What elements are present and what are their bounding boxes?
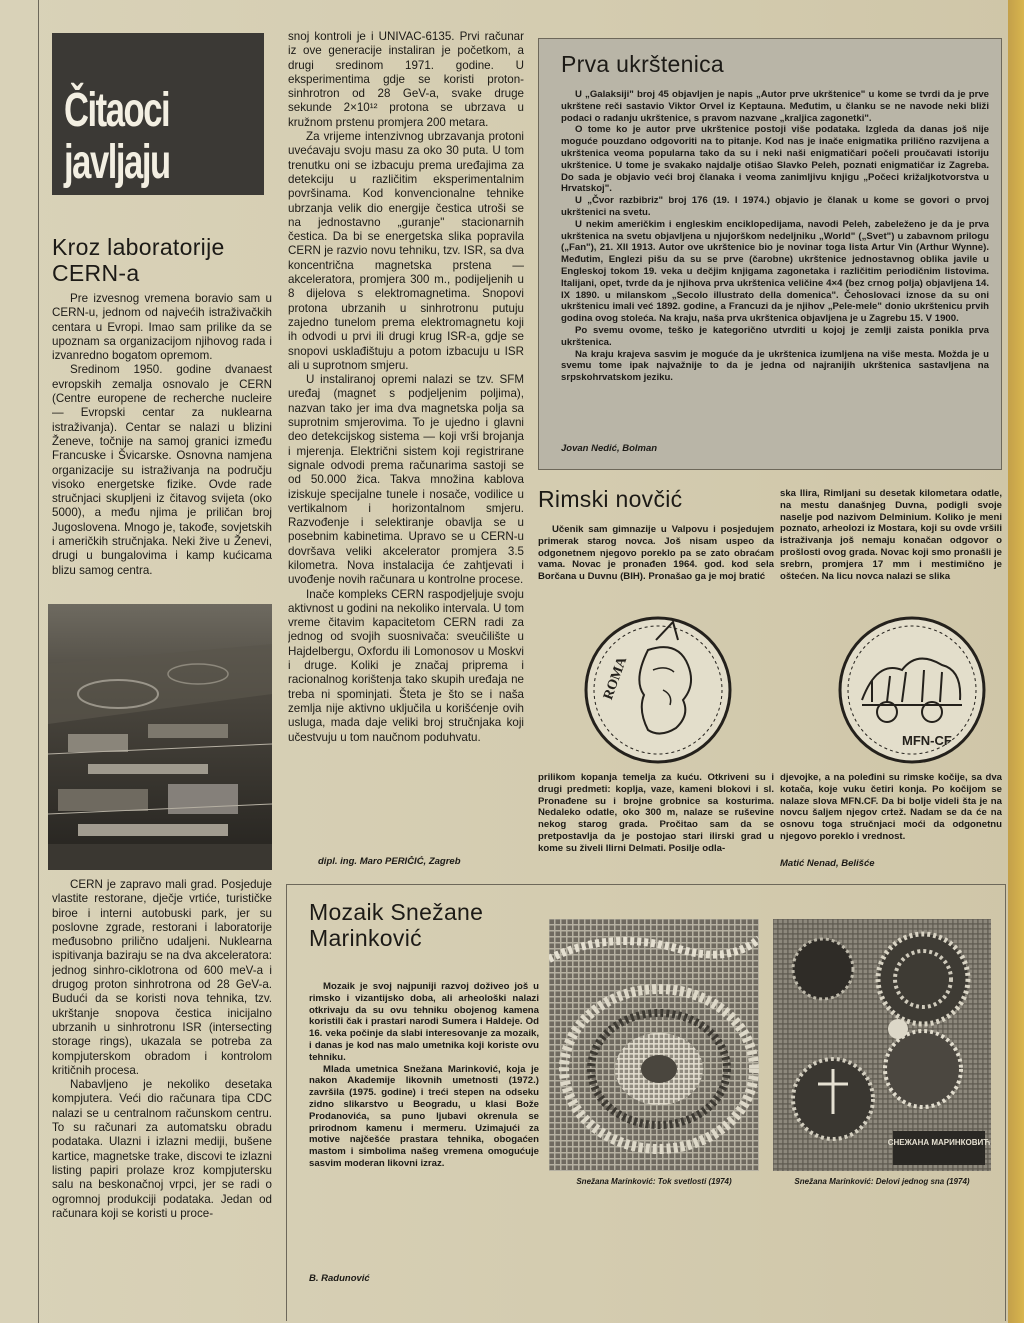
cern-title-line-2: CERN-a	[52, 260, 140, 286]
paragraph: Nabavljeno je nekoliko desetaka kompjutera. Veći dio računara tipa CDC nalazi se u centralnom računskom centru. To su računari za automatsku obradu podataka. Ulazni i izlazni mediji, bušene kartice, magnetske trake, discovi te izlazni listing papiri prolaze kroz kompjutersku salu na beskonačnoj vrpci, jer se radi o ogromnoj produkciji podataka. Jedan od računara koji se koristi u proce-	[52, 1078, 272, 1220]
paragraph: Učenik sam gimnazije u Valpovu i posjedujem primerak starog novca. Još nisam uspeo da odgonetnem njegovo poreklo pa se zato obraćam vama. Novac je pronađen 1964. god. kod sela Borčana u Duvnu (BIH). Pronašao ga je moj bratić	[538, 524, 774, 583]
cern-col1b-text	[52, 878, 272, 1318]
cern-col2-text	[288, 30, 524, 850]
cern-title	[52, 234, 272, 294]
paragraph: ska Ilira, Rimljani su desetak kilometara odatle, na mestu današnjeg Duvna, podigli svoje naselje pod nazivom Delminium. Koliko je meni poznato, arheolozi iz Mostara, koji su ovde vršili istraživanja još nemaju konačan odgovor o prošlosti ovog grada. Novac koji smo pronašli je srebrn, promjera 17 mm i mestimično je oštećen. Na licu novca nalazi se slika	[780, 488, 1002, 582]
paragraph: U „Galaksiji" broj 45 objavljen je napis „Autor prve ukrštenice" u kome se tvrdi da je prve ukrštene reči sastavio Viktor Orvel iz Keptauna. Međutim, u članku se ne navode neki bliži podaci o radanju ukrštenice, s pravom nazvane „kraljica zagonetki".	[561, 89, 989, 124]
cern-col1-text	[52, 292, 272, 594]
coin-obverse-drawing	[578, 610, 738, 770]
section-header	[52, 33, 264, 195]
coin-reverse-drawing	[832, 610, 992, 770]
mosaic-2-caption: Snežana Marinković: Delovi jednog sna (1974)	[794, 1177, 970, 1186]
paragraph: Po svemu ovome, teško je kategorično utvrditi u kojoj je zemlji zaista ponikla prva ukrštenica.	[561, 324, 989, 348]
mosaic-tok-svetlosti	[549, 919, 759, 1171]
aerial-photo-image	[48, 604, 272, 870]
mozaik-title-line-1: Mozaik Snežane	[309, 899, 484, 925]
paragraph: O tome ko je autor prve ukrštenice postoji više podataka. Izgleda da danas još nije moguće pouzdano odgovoriti na to pitanje. Kod nas je inače enigmatika prilično razvijena a ukrštenica veoma popularna tako da su i neki naši enigmatičari počeli proučavati istoriju ukrštenice. U tome je svakako najdalje otišao Slavko Peleh, poznati enigmatičar iz Zagreba. Do sada je objavio veći broj članaka i veoma zanimljivu knjigu „Počeci križaljkotvorstva u Hrvatskoj".	[561, 124, 989, 195]
novcic-right-top	[780, 488, 1002, 616]
paragraph: Za vrijeme intenzivnog ubrzavanja protoni uvećavaju svoju masu za oko 30 puta. U tom trenutku oni se izbacuju prema uređajima za detekciju u različitim eksperimentalnim površinama. Kod konvencionalne tehnike ubrzanja velik dio energije čestica utroši se na jednostavno „guranje" stacionarnih čestica. Da bi se energetska slika popravila CERN je razvio novu tehniku, tzv. ISR, sa dva koncentrična magnetska prstena — akceleratora, promjera 300 m., podijeljenih u 8 dijelova s elektromagnetima. Snopovi protona ubrzanih u sinhrotronu putuju zajedno tunelom prema elektromagnetu koji ih odvodi u prvi ili drugi krug ISR-a, gdje se snopovi usklađištuju a potom izbacuju u ISR ali u suprotnom smjeru.	[288, 130, 524, 372]
novcic-signature: Matić Nenad, Belišće	[780, 858, 875, 869]
novcic-left-top	[538, 524, 774, 616]
mosaic-1-caption: Snežana Marinković: Tok svetlosti (1974)	[576, 1177, 732, 1186]
coin-inscription: MFN-CF	[902, 733, 952, 748]
novcic-right-bottom	[780, 772, 1002, 856]
mosaic-2-image	[773, 919, 991, 1171]
paragraph: snoj kontroli je i UNIVAC-6135. Prvi računar iz ove generacije instaliran je početkom, a drugi sredinom 1971. godine. U eksperimentima gdje se koristi proton-sinhrotron od 28 GeV-a, svake druge sekunde 2×10¹² protona se ubrzava u kružnom prstenu promjera 200 metara.	[288, 30, 524, 129]
cern-aerial-photo	[48, 604, 272, 870]
coin-inscription: ROMA	[600, 655, 631, 702]
mozaik-text	[309, 981, 539, 1271]
mosaic-inscription: СНЕЖАНА МАРИНКОВИЋ	[887, 1138, 991, 1147]
mozaik-title	[309, 899, 483, 951]
page-edge	[1008, 0, 1024, 1323]
header-line-2: javljaju	[64, 136, 170, 189]
paragraph: U instaliranoj opremi nalazi se tzv. SFM uređaj (magnet s podjeljenim poljima), nazvan tako jer ima dva magnetska polja sa suprotnim smjerovima. To je ujedno i glavni deo detekcijskog sistema — koji vrši brojanja i mjerenja. Električni sistem koji registrirane signale odvodi prema računarima sastoji se od 50.000 žica. Takva množina kablova iziskuje specijalne tunele i nosače, vodilice u vertikalnom i horizontalnom smjeru. Razvođenje i selektiranje obavlja se u posebnim kabinetima. Upravo se u CERN-u dovršava veliki akcelerator promjera 3.5 kilometra. Nova instalacija će zahtjevati i uvođenje novih računara u kontrolne procese.	[288, 373, 524, 587]
paragraph: CERN je zapravo mali grad. Posjeduje vlastite restorane, dječje vrtiće, turističke biroe i interni autobuski park, jer su poslovne zgrade, restorani i laboratorije međusobno prilično udaljeni. Nuklearna ispitivanja baziraju se na dva akceleratora: jednog sinhro-ciklotrona od 600 meV-a i drugog proton sinhrotrona od 28 GeV-a. Budući da se koristi nova tehnika, tzv. ukrštanje snopova čestica inicijalno ubrzanih u sinhrotronu ISR (intersecting storage rings), ukazala se potreba za kompjuterskom obradom i kontrolom kritičnih procesa.	[52, 878, 272, 1077]
krizaljka-text	[561, 89, 989, 439]
header-line-1: Čitaoci	[64, 84, 170, 137]
mozaik-title-line-2: Marinković	[309, 925, 422, 951]
mozaik-box	[286, 884, 1006, 1321]
mosaic-delovi-jednog-sna	[773, 919, 991, 1171]
mozaik-signature: B. Radunović	[309, 1273, 370, 1284]
paragraph: Mozaik je svoj najpuniji razvoj doživeo još u rimsko i vizantijsko doba, ali arheološki nalazi otkrivaju da su ovu tehniku obojenog kamena koristili čak i prastari narodi Sumera i Haldeje. Od 16. veka počinje da slabi interesovanje za mozaik, i danas je kod nas malo umetnika koji koriste ovu tehniku.	[309, 981, 539, 1063]
paragraph: Pre izvesnog vremena boravio sam u CERN-u, jednom od najvećih istraživačkih centara u Evropi. Imao sam prilike da se upoznam sa organizacijom njihovog rada i izvanredno bogatom opremom.	[52, 292, 272, 363]
paragraph: Mlada umetnica Snežana Marinković, koja je nakon Akademije likovnih umetnosti (1972.) završila (1975. godine) i treći stepen na odseku zidno slikarstvo u Beogradu, u klasi Bože Prodanovića, sa puno ljubavi okrenula se prirodnom kamenu i mermeru. Uzimajući za motive najčešće prastara tehnika, obogaćen mastom i simbolima našeg vremena omogućuje sasvim moderan likovni izraz.	[309, 1063, 539, 1169]
krizaljka-signature: Jovan Nedić, Bolman	[561, 443, 658, 454]
coin-obverse-svg	[578, 610, 738, 770]
signature-text: dipl. ing. Maro PERIČIĆ, Zagreb	[318, 856, 461, 867]
krizaljka-box	[538, 38, 1002, 470]
paragraph: prilikom kopanja temelja za kuću. Otkriveni su i drugi predmeti: koplja, vaze, kameni blokovi i sl. Pronađene su i brojne grobnice sa kosturima. Nedaleko odatle, oko 300 m, nalaze se ruševine nekog starog grada. Pročitao sam da se pretpostavlja da je postojao stari ilirski grad u kome su živeli Ilirni Delmati. Posilje odla-	[538, 772, 774, 854]
column-rule	[38, 0, 39, 1323]
paragraph: Inače kompleks CERN raspodjeljuje svoju aktivnost u godini na nekoliko intervala. U tom vreme čitavim kapacitetom CERN radi za jednog od svojih suosnivača: sveučilište u Hajdelbergu, Oxfordu ili Lomonosov u Moskvi i druge. Koliki je značaj priprema i racionalnog korištenja tako skupih uređaja ne treba ni spominjati. Šteta je što se i naša zemlja nije aktivno uključila u korišćenje ovih usluga, mada daje veliki broj stručnjaka koji učestvuju u tom naučnom poduhvatu.	[288, 587, 524, 744]
mosaic-1-image	[549, 919, 759, 1171]
paragraph: U nekim američkim i engleskim enciklopedijama, navodi Peleh, zabeleženo je da je prva ukrštenica na svetu objavljena u njujorškom nedeljniku „World" („Svet") u zabavnom prilogu („Fan"), 21. XII 1913. Autor ove ukrštenice bio je novinar toga lista Artur Vin (Arthur Wynne). Međutim, Englezi pišu da su se prve (čarobne) ukrštenice jednostavnog oblika javile u Engleskoj tokom 19. veka u dečjim knjigama zagonetaka i različitim periodičnim listovima. Italijani, opet, tvrde da je njihova prva ukrštenica veličine 4×4 (bez crnog polja) objavljena 14. IX 1890. u milanskom „Secolo illustrato della domenica". Čehoslovaci iznose da su oni ukrštenicu imali već 1892. godine, a Francuzi da je njihov „Pele-mele" donio ukrštenicu prvih godina ovog stoleća. Na kraju, naša prva ukrštenica objavljena je u Zagrebu 15. V 1900.	[561, 218, 989, 325]
paragraph: U „Čvor razbibriz" broj 176 (19. I 1974.) objavio je članak u kome se govori o prvoj ukrštenici na svetu.	[561, 195, 989, 218]
paragraph: djevojke, a na poleđini su rimske kočije, sa dva kotača, koje vuku četiri konja. Po kočijom se nalaze slova MFN.CF. Da bi bolje videli šta je na novcu šaljem njegov crtež. Nadam se da će na osnovu toga stručnjaci moći da odgonetnu njegovo poreklo i vrednost.	[780, 772, 1002, 842]
cern-signature	[318, 856, 528, 872]
paragraph: Sredinom 1950. godine dvanaest evropskih zemalja osnovalo je CERN (Centre europene de recherche nucleire — Evropski centar za nuklearna istraživanja). Centar se nalazi u blizini Ženeve, točnije na samoj granici između Francuske i Švicarske. Osnovna namjena organizacije su istraživanja na području visoko energetske fizike. Ovde rade stručnjaci skupljeni iz čitavog svijeta (oko 5000), a među njima je priličan broj Jugoslovena. Mnogo je, takođe, sovjetskih i američkih stručnjaka. Neki žive u Ženevi, drugi u bungalovima i kamp kućicama blizu samog centra.	[52, 363, 272, 577]
novcic-left-bottom	[538, 772, 774, 872]
coin-reverse-svg	[832, 610, 992, 770]
cern-title-line-1: Kroz laboratorije	[52, 234, 225, 260]
section-header-title	[64, 85, 170, 189]
krizaljka-title: Prva ukrštenica	[561, 51, 725, 77]
paragraph: Na kraju krajeva sasvim je moguće da je ukrštenica izumljena na više mesta. Možda je u svemu tome ipak najvažnije to da je jedna od najranijih ukrštenica sastavljena na srpskohrvatskom jeziku.	[561, 348, 989, 384]
novcic-title: Rimski novčić	[538, 486, 683, 512]
